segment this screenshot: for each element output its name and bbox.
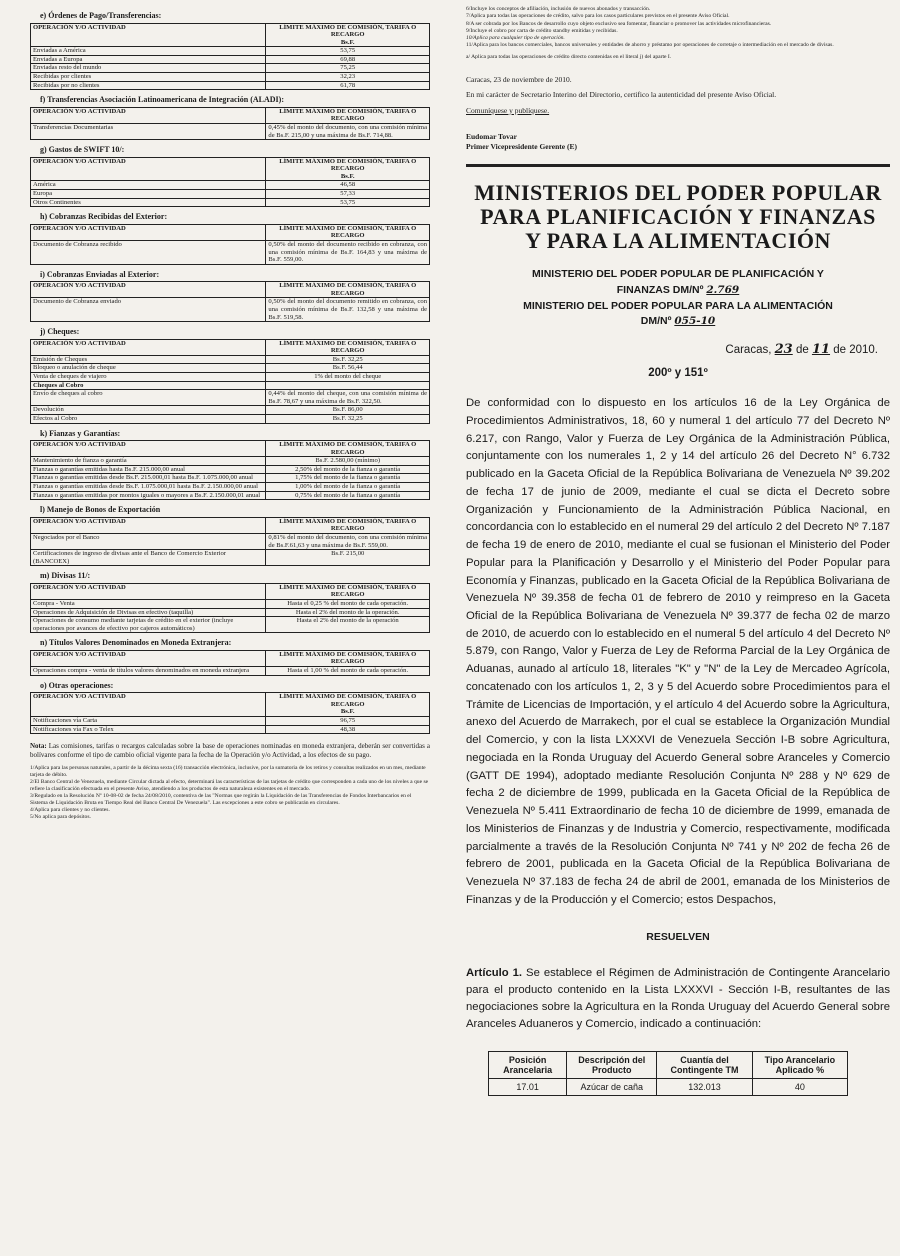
tariff-cell: Bs.F. 215,00 bbox=[266, 550, 430, 566]
tariff-cell: Hasta el 2% del monto de la operación bbox=[266, 617, 430, 633]
tariff-cell: 53,75 bbox=[266, 47, 430, 56]
table-row bbox=[31, 298, 430, 322]
tariff-cell: Bs.F. 32,25 bbox=[266, 355, 430, 364]
tariff-table bbox=[30, 224, 430, 265]
table-header-row bbox=[31, 282, 430, 298]
table-row bbox=[31, 64, 430, 73]
table-header-row bbox=[31, 441, 430, 457]
activity-cell: Emisión de Cheques bbox=[31, 355, 266, 364]
tariff-table bbox=[30, 157, 430, 207]
date-year: de 2010. bbox=[833, 344, 878, 357]
section-title: n) Títulos Valores Denominados en Moneda Extranjera: bbox=[40, 638, 232, 648]
activity-cell: Transferencias Documentarias bbox=[31, 123, 266, 139]
signer-name: Eudomar Tovar bbox=[466, 132, 517, 142]
signature-block bbox=[466, 132, 890, 152]
top-footnotes bbox=[466, 6, 890, 61]
tariff-cell: 32,23 bbox=[266, 73, 430, 82]
unit-label: Bs.F. bbox=[340, 708, 355, 716]
section-title: m) Divisas 11/: bbox=[40, 571, 91, 581]
tariff-table bbox=[30, 339, 430, 424]
column-header-text: LÍMITE MÁXIMO DE COMISIÓN, TARIFA O RECARGO bbox=[279, 157, 417, 173]
contingent-table bbox=[488, 1051, 848, 1096]
section-title: k) Fianzas y Garantías: bbox=[40, 428, 121, 438]
title-line: MINISTERIOS DEL PODER POPULAR bbox=[474, 179, 882, 205]
column-header: Posición Arancelaria bbox=[489, 1052, 567, 1079]
tariff-cell: 1,00% del monto de la fianza o garantía bbox=[266, 483, 430, 492]
activity-cell: Notificaciones vía Carta bbox=[31, 716, 266, 725]
column-header: OPERACIÓN Y/O ACTIVIDAD bbox=[31, 650, 266, 666]
activity-cell: Certificaciones de ingreso de divisas ante el Banco de Comercio Exterior (BANCOEX) bbox=[31, 550, 266, 566]
tariff-cell: Hasta el 1,00 % del monto de cada operación. bbox=[266, 667, 430, 676]
footnote: 2/El Banco Central de Venezuela, mediante Circular dictada al efecto, determinará las características de las tarjetas de crédito que corresponden a cada uno de los niveles a que se refiere la clasificación efectuada en el presente Aviso, atendiendo a los productos de esta naturaleza existentes en el mercado. bbox=[30, 778, 429, 792]
table-row bbox=[31, 725, 430, 734]
resolution-number-handwritten: 055-10 bbox=[674, 315, 716, 328]
activity-cell: Notificaciones vía Fax o Telex bbox=[31, 725, 266, 734]
section-title: h) Cobranzas Recibidas del Exterior: bbox=[40, 212, 168, 222]
tariff-cell: 0,50% del monto del documento recibido en cobranza, con una comisión mínima de Bs.F. 164,83 y una máxima de Bs.F. 559,00. bbox=[266, 240, 430, 264]
table-row bbox=[31, 550, 430, 566]
activity-cell: Fianzas o garantías emitidas desde Bs.F. 215.000,01 hasta Bs.F. 1.075.000,00 anual bbox=[31, 474, 266, 483]
table-header-row bbox=[31, 517, 430, 533]
article-1-text: Se establece el Régimen de Administración de Contingente Arancelario para el producto contenido en la Lista LXXXVI - Sección I-B, resultantes de las negociaciones sobre la Agricultura en la Ronda Uruguay del Acuerdo General sobre Aranceles Aduaneros y Comercio, indicado a continuación: bbox=[466, 967, 890, 1031]
table-cell: 17.01 bbox=[489, 1079, 567, 1096]
table-row bbox=[31, 190, 430, 199]
column-header bbox=[266, 282, 430, 298]
table-row bbox=[31, 414, 430, 423]
table-row bbox=[31, 599, 430, 608]
table-row bbox=[31, 198, 430, 207]
resolution-date bbox=[466, 342, 890, 357]
column-header: OPERACIÓN Y/O ACTIVIDAD bbox=[31, 224, 266, 240]
column-header bbox=[266, 157, 430, 181]
ministry-line bbox=[466, 283, 890, 299]
certification-text: En mi carácter de Secretario Interino del Directorio, certifico la autenticidad del presente Aviso Oficial. bbox=[466, 89, 777, 99]
activity-cell: Operaciones compra - venta de títulos valores denominados en moneda extranjera bbox=[31, 667, 266, 676]
column-header bbox=[266, 441, 430, 457]
ministry-dm-label: DM/Nº bbox=[640, 315, 672, 328]
column-header bbox=[266, 224, 430, 240]
column-header-text: LÍMITE MÁXIMO DE COMISIÓN, TARIFA O RECARGO bbox=[279, 282, 417, 297]
activity-cell: América bbox=[31, 181, 266, 190]
tariff-table bbox=[30, 440, 430, 500]
unit-label: Bs.F. bbox=[340, 172, 355, 180]
date-day: 23 bbox=[774, 342, 793, 358]
tariff-cell: 1% del monto del cheque bbox=[266, 373, 430, 382]
column-header-text: LÍMITE MÁXIMO DE COMISIÓN, TARIFA O RECARGO bbox=[279, 441, 417, 456]
activity-cell: Documento de Cobranza recibido bbox=[31, 240, 266, 264]
article-1-label: Artículo 1. bbox=[466, 967, 523, 980]
column-header-text: LÍMITE MÁXIMO DE COMISIÓN, TARIFA O RECARGO bbox=[279, 23, 417, 39]
activity-cell: Cheques al Cobro bbox=[31, 381, 266, 390]
section-title: f) Transferencias Asociación Latinoamericana de Integración (ALADI): bbox=[40, 95, 284, 105]
tariff-cell: 57,33 bbox=[266, 190, 430, 199]
footnote: 11/Aplica para los bancos comerciales, bancos universales y entidades de ahorro y préstamo por operaciones de corretaje o intermediación en el mercado de divisas. bbox=[466, 42, 834, 49]
page-title bbox=[466, 181, 890, 254]
column-header: OPERACIÓN Y/O ACTIVIDAD bbox=[31, 517, 266, 533]
table-row bbox=[31, 491, 430, 500]
table-header-row bbox=[31, 583, 430, 599]
table-row bbox=[31, 373, 430, 382]
activity-cell: Otros Continentes bbox=[31, 198, 266, 207]
tariff-cell: 53,75 bbox=[266, 198, 430, 207]
footnotes bbox=[30, 765, 430, 821]
table-cell: Azúcar de caña bbox=[567, 1079, 657, 1096]
tariff-table bbox=[30, 692, 430, 734]
column-header: OPERACIÓN Y/O ACTIVIDAD bbox=[31, 693, 266, 717]
table-row bbox=[31, 465, 430, 474]
activity-cell: Operaciones de Adquisición de Divisas en efectivo (taquilla) bbox=[31, 608, 266, 617]
table-row bbox=[31, 81, 430, 90]
table-row bbox=[31, 608, 430, 617]
column-header: OPERACIÓN Y/O ACTIVIDAD bbox=[31, 583, 266, 599]
activity-cell: Negociados por el Banco bbox=[31, 533, 266, 549]
column-header bbox=[266, 339, 430, 355]
column-header: OPERACIÓN Y/O ACTIVIDAD bbox=[31, 282, 266, 298]
tariff-cell: 2,50% del monto de la fianza o garantía bbox=[266, 465, 430, 474]
activity-cell: Efectos al Cobro bbox=[31, 414, 266, 423]
footnote: 3/Regulado en la Resolución Nº 10-08-02 de fecha 24/08/2010, contentiva de las "Normas que regirán la Liquidación de las Transferencias de Fondos Interbancarios en el Sistema de Liquidación Bruta en Tiempo Real del Banco Central De Venezuela". Las excepciones a este cobro se publicarán en circulares. bbox=[30, 792, 412, 806]
table-row bbox=[31, 390, 430, 406]
tariff-cell: Hasta el 0,25 % del monto de cada operación. bbox=[266, 599, 430, 608]
tariff-cell: Bs.F. 2.580,00 (mínimo) bbox=[266, 457, 430, 466]
table-row bbox=[31, 716, 430, 725]
tariff-table bbox=[30, 583, 430, 633]
section-title: l) Manejo de Bonos de Exportación bbox=[40, 505, 161, 515]
tariff-cell: 75,25 bbox=[266, 64, 430, 73]
table-row bbox=[31, 123, 430, 139]
column-header-text: LÍMITE MÁXIMO DE COMISIÓN, TARIFA O RECARGO bbox=[279, 650, 417, 666]
preamble-text: De conformidad con lo dispuesto en los artículos 16 de la Ley Orgánica de Procedimientos Administrativos, 18, 60 y numeral 1 del artículo 77 del Decreto Nº 6.217, con Rango, Valor y Fuerza de Ley Orgánica de la Administración Pública, conjuntamente con los numerales 1, 2 y 14 del artículo 26 del Decreto N° 6.732 publicado en la Gaceta Oficial de la República Bolivariana de Venezuela Nº 39.202 de fecha 17 de junio de 2009, mediante el cual se dicta el Decreto sobre Organización y Funcionamiento de la Administración Pública Nacional, en concordancia con lo establecido en el numeral 29 del artículo 2 del Decreto Nº 7.187 de fecha 19 de enero de 2010, mediante el cual se fusionan el Ministerio del Poder Popular para la Planificación y Desarrollo y el Ministerio del Poder Popular para Economía y Finanzas, publicado en la Gaceta Oficial de la República Bolivariana de Venezuela Nº 39.358 de fecha 01 de febrero de 2010 y reimpreso en la Gaceta Oficial de la República Bolivariana de Venezuela Nº 39.377 de fecha 02 de marzo de 2010, de acuerdo con lo establecido en el numeral 5 del artículo 4 del Decreto Nº 5.879, con Rango, Valor y Fuerza de Ley de Reforma Parcial de la Ley Orgánica de Aduanas, aunado al artículo 18, literales "K" y "N" de la Ley de Mercadeo Agrícola, concatenado con los artículos 1, 2, 3 y 5 del Acuerdo sobre Procedimientos para el Trámite de Licencias de Importación, y el artículo 4 del Acuerdo sobre la Agricultura, anexo del Acuerdo de Marrakech, por el cual se establece la Organización Mundial del Comercio, y con la lista LXXXVI de Venezuela Sección I-B sobre Agricultura, negociada en la Ronda Uruguay del Acuerdo General sobre Aranceles y Comercio (GATT DE 1994), adoptado mediante Resolución Conjunta Nº 288 y Nº 629 de fecha 2 de diciembre de 1999, publicada en la Gaceta Oficial de la República de Venezuela Nº 5.411 Extraordinario de fecha 10 de diciembre de 1999, emanada de los Ministerios de Finanzas y de Industria y Comercio, respectivamente, modificada parcialmente a través de la Resolución Conjunta Nº 741 y Nº 202 de fecha 26 de febrero de 2001, publicada en la Gaceta Oficial de la República Bolivariana de Venezuela Nº 37.183 de fecha 24 de abril de 2001, emanada de los Ministerios de Finanzas y de la Producción y el Comercio; estos Despachos, bbox=[466, 397, 890, 906]
tariff-table bbox=[30, 650, 430, 676]
tariff-cell: 48,38 bbox=[266, 725, 430, 734]
column-header bbox=[266, 23, 430, 47]
activity-cell: Mantenimiento de fianza o garantía bbox=[31, 457, 266, 466]
unit-label: Bs.F. bbox=[340, 38, 355, 46]
tariff-cell bbox=[266, 381, 430, 390]
footnote: a/ Aplica para todas las operaciones de crédito directo contenidas en el literal j) del aparte I. bbox=[466, 53, 672, 60]
footnote: 9/Incluye el cobro por carta de crédito standby emitidas y recibidas. bbox=[466, 27, 618, 34]
column-header-text: LÍMITE MÁXIMO DE COMISIÓN, TARIFA O RECARGO bbox=[279, 693, 417, 708]
table-header-row bbox=[31, 339, 430, 355]
column-header bbox=[266, 517, 430, 533]
activity-cell: Enviadas a América bbox=[31, 47, 266, 56]
footnote: 5/No aplica para depósitos. bbox=[30, 813, 91, 820]
resuelven-heading: RESUELVEN bbox=[646, 931, 710, 944]
title-line: PARA PLANIFICACIÓN Y FINANZAS bbox=[480, 203, 876, 229]
activity-cell: Fianzas o garantías emitidas hasta Bs.F. 215.000,00 anual bbox=[31, 465, 266, 474]
footnote: 10/Aplica para cualquier tipo de operación. bbox=[466, 35, 565, 42]
activity-cell: Documento de Cobranza enviado bbox=[31, 298, 266, 322]
tariff-cell: 0,50% del monto del documento remitido en cobranza, con una comisión mínima de Bs.F. 132,58 y una máxima de Bs.F. 519,58. bbox=[266, 298, 430, 322]
right-column bbox=[466, 6, 890, 1250]
table-row bbox=[31, 240, 430, 264]
activity-cell: Recibidas por clientes bbox=[31, 73, 266, 82]
tariff-cell: 61,78 bbox=[266, 81, 430, 90]
activity-cell: Recibidas por no clientes bbox=[31, 81, 266, 90]
activity-cell: Venta de cheques de viajero bbox=[31, 373, 266, 382]
footnote: 6/Incluye los conceptos de afiliación, inclusión de nuevos abonados y transacción. bbox=[466, 6, 651, 12]
section-divider bbox=[466, 164, 890, 167]
column-header: OPERACIÓN Y/O ACTIVIDAD bbox=[31, 23, 266, 47]
table-row bbox=[31, 55, 430, 64]
tariff-table bbox=[30, 23, 430, 91]
section-title: i) Cobranzas Enviadas al Exterior: bbox=[40, 269, 160, 279]
note bbox=[30, 742, 430, 759]
table-row bbox=[31, 483, 430, 492]
table-row bbox=[31, 474, 430, 483]
table-row bbox=[31, 667, 430, 676]
table-cell: 40 bbox=[752, 1079, 847, 1096]
tariff-cell: 0,81% del monto del documento, con una comisión mínima de Bs.F.61,63 y una máxima de Bs.F. 559,00. bbox=[266, 533, 430, 549]
column-header bbox=[266, 107, 430, 123]
table-row bbox=[31, 47, 430, 56]
ministry-line bbox=[466, 314, 890, 330]
column-header bbox=[266, 650, 430, 666]
column-header: Tipo Arancelario Aplicado % bbox=[752, 1052, 847, 1079]
table-row bbox=[489, 1079, 848, 1096]
ministry-dm-label: FINANZAS DM/Nº bbox=[616, 283, 704, 296]
table-row bbox=[31, 533, 430, 549]
table-row bbox=[31, 73, 430, 82]
table-header-row bbox=[31, 650, 430, 666]
column-header: Descripción del Producto bbox=[567, 1052, 657, 1079]
section-title: e) Órdenes de Pago/Transferencias: bbox=[40, 11, 162, 20]
tariff-cell: Bs.F. 86,00 bbox=[266, 406, 430, 415]
tariff-cell: Bs.F. 56,44 bbox=[266, 364, 430, 373]
activity-cell: Envío de cheques al cobro bbox=[31, 390, 266, 406]
activity-cell: Europa bbox=[31, 190, 266, 199]
date-de: de bbox=[795, 344, 809, 357]
table-row bbox=[31, 457, 430, 466]
column-header-text: LÍMITE MÁXIMO DE COMISIÓN, TARIFA O RECARGO bbox=[279, 339, 417, 355]
table-cell: 132.013 bbox=[657, 1079, 753, 1096]
column-header-text: LÍMITE MÁXIMO DE COMISIÓN, TARIFA O RECARGO bbox=[279, 517, 417, 533]
left-column bbox=[30, 6, 430, 1250]
column-header: OPERACIÓN Y/O ACTIVIDAD bbox=[31, 339, 266, 355]
footnote: 1/Aplica para las personas naturales, a partir de la décima sexta (16) transacción electrónica, inclusive, por la sumatoria de los retiros y consultas realizados en un mes, mediante tarjeta de débito. bbox=[30, 764, 426, 778]
column-header-text: LÍMITE MÁXIMO DE COMISIÓN, TARIFA O RECARGO bbox=[279, 583, 417, 599]
table-row bbox=[31, 381, 430, 390]
tariff-cell: 46,58 bbox=[266, 181, 430, 190]
tariff-cell: Hasta el 2% del monto de la operación. bbox=[266, 608, 430, 617]
ministries-heading bbox=[466, 267, 890, 330]
column-header: OPERACIÓN Y/O ACTIVIDAD bbox=[31, 441, 266, 457]
tariff-cell: 0,75% del monto de la fianza o garantía bbox=[266, 491, 430, 500]
table-row bbox=[31, 617, 430, 633]
section-title: o) Otras operaciones: bbox=[40, 680, 114, 690]
note-text: Las comisiones, tarifas o recargos calculadas sobre la base de operaciones nominadas en moneda extranjera, deberán ser convertidas a bolívares conforme el tipo de cambio oficial vigente para la fecha de la Operación y/o Actividad, a los efectos de su pago. bbox=[30, 742, 430, 759]
table-header-row bbox=[31, 693, 430, 717]
table-header-row bbox=[31, 23, 430, 47]
activity-cell: Operaciones de consumo mediante tarjetas de crédito en el exterior (incluye operaciones por avances de efectivo por cajeros automáticos) bbox=[31, 617, 266, 633]
date-city: Caracas, bbox=[725, 344, 772, 357]
column-header bbox=[266, 583, 430, 599]
resolution-number-handwritten: 2.769 bbox=[706, 283, 740, 296]
tariff-cell: 1,75% del monto de la fianza o garantía bbox=[266, 474, 430, 483]
activity-cell: Enviadas resto del mundo bbox=[31, 64, 266, 73]
tariff-cell: 0,45% del monto del documento, con una comisión mínima de Bs.F. 215,00 y una máxima de Bs.F. 714,88. bbox=[266, 123, 430, 139]
tariff-table bbox=[30, 107, 430, 140]
tariff-table bbox=[30, 281, 430, 322]
activity-cell: Enviadas a Europa bbox=[31, 55, 266, 64]
section-title: j) Cheques: bbox=[40, 327, 80, 337]
notice-date: Caracas, 23 de noviembre de 2010. bbox=[466, 74, 572, 84]
tariff-cell: 69,88 bbox=[266, 55, 430, 64]
table-header-row bbox=[31, 224, 430, 240]
table-header-row bbox=[31, 107, 430, 123]
table-header-row bbox=[31, 157, 430, 181]
tariff-cell: 0,44% del monto del cheque, con una comisión mínima de Bs.F. 78,67 y una máxima de Bs.F. 322,50. bbox=[266, 390, 430, 406]
table-row bbox=[31, 181, 430, 190]
title-line: Y PARA LA ALIMENTACIÓN bbox=[525, 227, 831, 253]
article-1 bbox=[466, 965, 890, 1033]
table-row bbox=[31, 355, 430, 364]
date-month: 11 bbox=[811, 342, 831, 358]
footnote: 7/Aplica para todas las operaciones de crédito, salvo para los casos particulares previstos en el presente Aviso Oficial. bbox=[466, 13, 730, 20]
tariff-table bbox=[30, 517, 430, 566]
activity-cell: Fianzas o garantías emitidas por montos iguales o mayores a Bs.F. 2.150.000,01 anual bbox=[31, 491, 266, 500]
column-header: OPERACIÓN Y/O ACTIVIDAD bbox=[31, 157, 266, 181]
section-title: g) Gastos de SWIFT 10/: bbox=[40, 145, 125, 155]
column-header bbox=[266, 693, 430, 717]
publish-text: Comuníquese y publíquese. bbox=[466, 105, 550, 115]
tariff-cell: Bs.F. 32,25 bbox=[266, 414, 430, 423]
footnote: 8/A ser cobrada por los Bancos de desarrollo cuyo objeto exclusivo sea fomentar, financiar o promover las actividades microfinancieras. bbox=[466, 20, 772, 27]
column-header: OPERACIÓN Y/O ACTIVIDAD bbox=[31, 107, 266, 123]
ministry-line: MINISTERIO DEL PODER POPULAR DE PLANIFICACIÓN Y bbox=[532, 268, 824, 281]
table-row bbox=[31, 364, 430, 373]
signer-title: Primer Vicepresidente Gerente (E) bbox=[466, 141, 578, 151]
column-header-text: LÍMITE MÁXIMO DE COMISIÓN, TARIFA O RECARGO bbox=[279, 224, 417, 240]
column-header: Cuantía del Contingente TM bbox=[657, 1052, 753, 1079]
table-row bbox=[31, 406, 430, 415]
activity-cell: Compra - Venta bbox=[31, 599, 266, 608]
note-label: Nota: bbox=[30, 742, 47, 751]
footnote: 4/Aplica para clientes y no clientes. bbox=[30, 806, 110, 813]
ministry-line: MINISTERIO DEL PODER POPULAR PARA LA ALIMENTACIÓN bbox=[523, 299, 833, 312]
activity-cell: Bloqueo o anulación de cheque bbox=[31, 364, 266, 373]
tariff-cell: 96,75 bbox=[266, 716, 430, 725]
activity-cell: Devolución bbox=[31, 406, 266, 415]
table-header-row bbox=[489, 1052, 848, 1079]
column-header-text: LÍMITE MÁXIMO DE COMISIÓN, TARIFA O RECARGO bbox=[279, 107, 417, 123]
activity-cell: Fianzas o garantías emitidas desde Bs.F. 1.075.000,01 hasta Bs.F. 2.150.000,00 anual bbox=[31, 483, 266, 492]
years-line: 200º y 151º bbox=[648, 367, 708, 380]
